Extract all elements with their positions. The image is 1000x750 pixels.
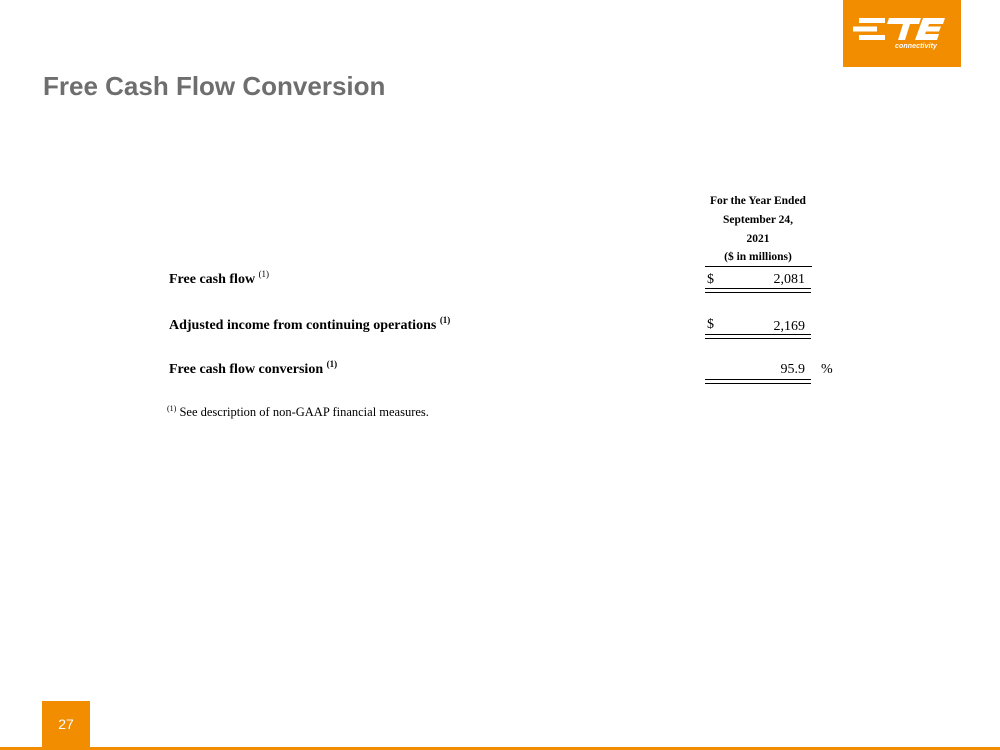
page-title: Free Cash Flow Conversion: [43, 71, 386, 101]
column-header-line1: For the Year Ended: [710, 195, 806, 207]
double-underline: [705, 288, 811, 293]
footnote: [167, 405, 429, 420]
row-label-free-cash-flow: [169, 269, 270, 288]
row-label-text: Free cash flow: [169, 272, 256, 287]
percent-unit: %: [821, 362, 833, 377]
logo-text: TE: [853, 16, 855, 17]
double-underline: [705, 379, 811, 384]
value-amount: 2,169: [773, 319, 805, 334]
te-connectivity-logo: [843, 0, 961, 67]
row-label-fcf-conversion: [169, 359, 338, 378]
value-amount: 95.9: [780, 362, 805, 377]
value-amount: 2,081: [773, 272, 805, 287]
row-label-text: Free cash flow conversion: [169, 362, 324, 377]
value-cell-fcf-conversion: [705, 362, 807, 380]
column-header-line2: September 24,: [722, 214, 794, 226]
column-header-line3: 2021: [746, 233, 770, 245]
currency-symbol: $: [707, 317, 714, 332]
footnote-ref: (1): [439, 315, 451, 325]
footnote-marker: (1): [167, 404, 177, 413]
row-label-text: Adjusted income from continuing operations: [169, 318, 437, 333]
double-underline: [705, 334, 811, 339]
currency-symbol: $: [707, 272, 714, 287]
logo-subtext: connectivity: [895, 43, 938, 50]
footnote-text: See description of non-GAAP financial measures.: [176, 405, 429, 419]
value-cell-adjusted-income: [705, 317, 807, 335]
row-label-adjusted-income: [169, 315, 451, 334]
page-number: 27: [42, 701, 90, 748]
footnote-ref: (1): [326, 359, 338, 369]
footnote-ref: (1): [258, 269, 270, 279]
column-header-line4: ($ in millions): [724, 251, 792, 263]
te-logo-mark-icon: [853, 16, 951, 42]
header-underline: [705, 266, 812, 267]
